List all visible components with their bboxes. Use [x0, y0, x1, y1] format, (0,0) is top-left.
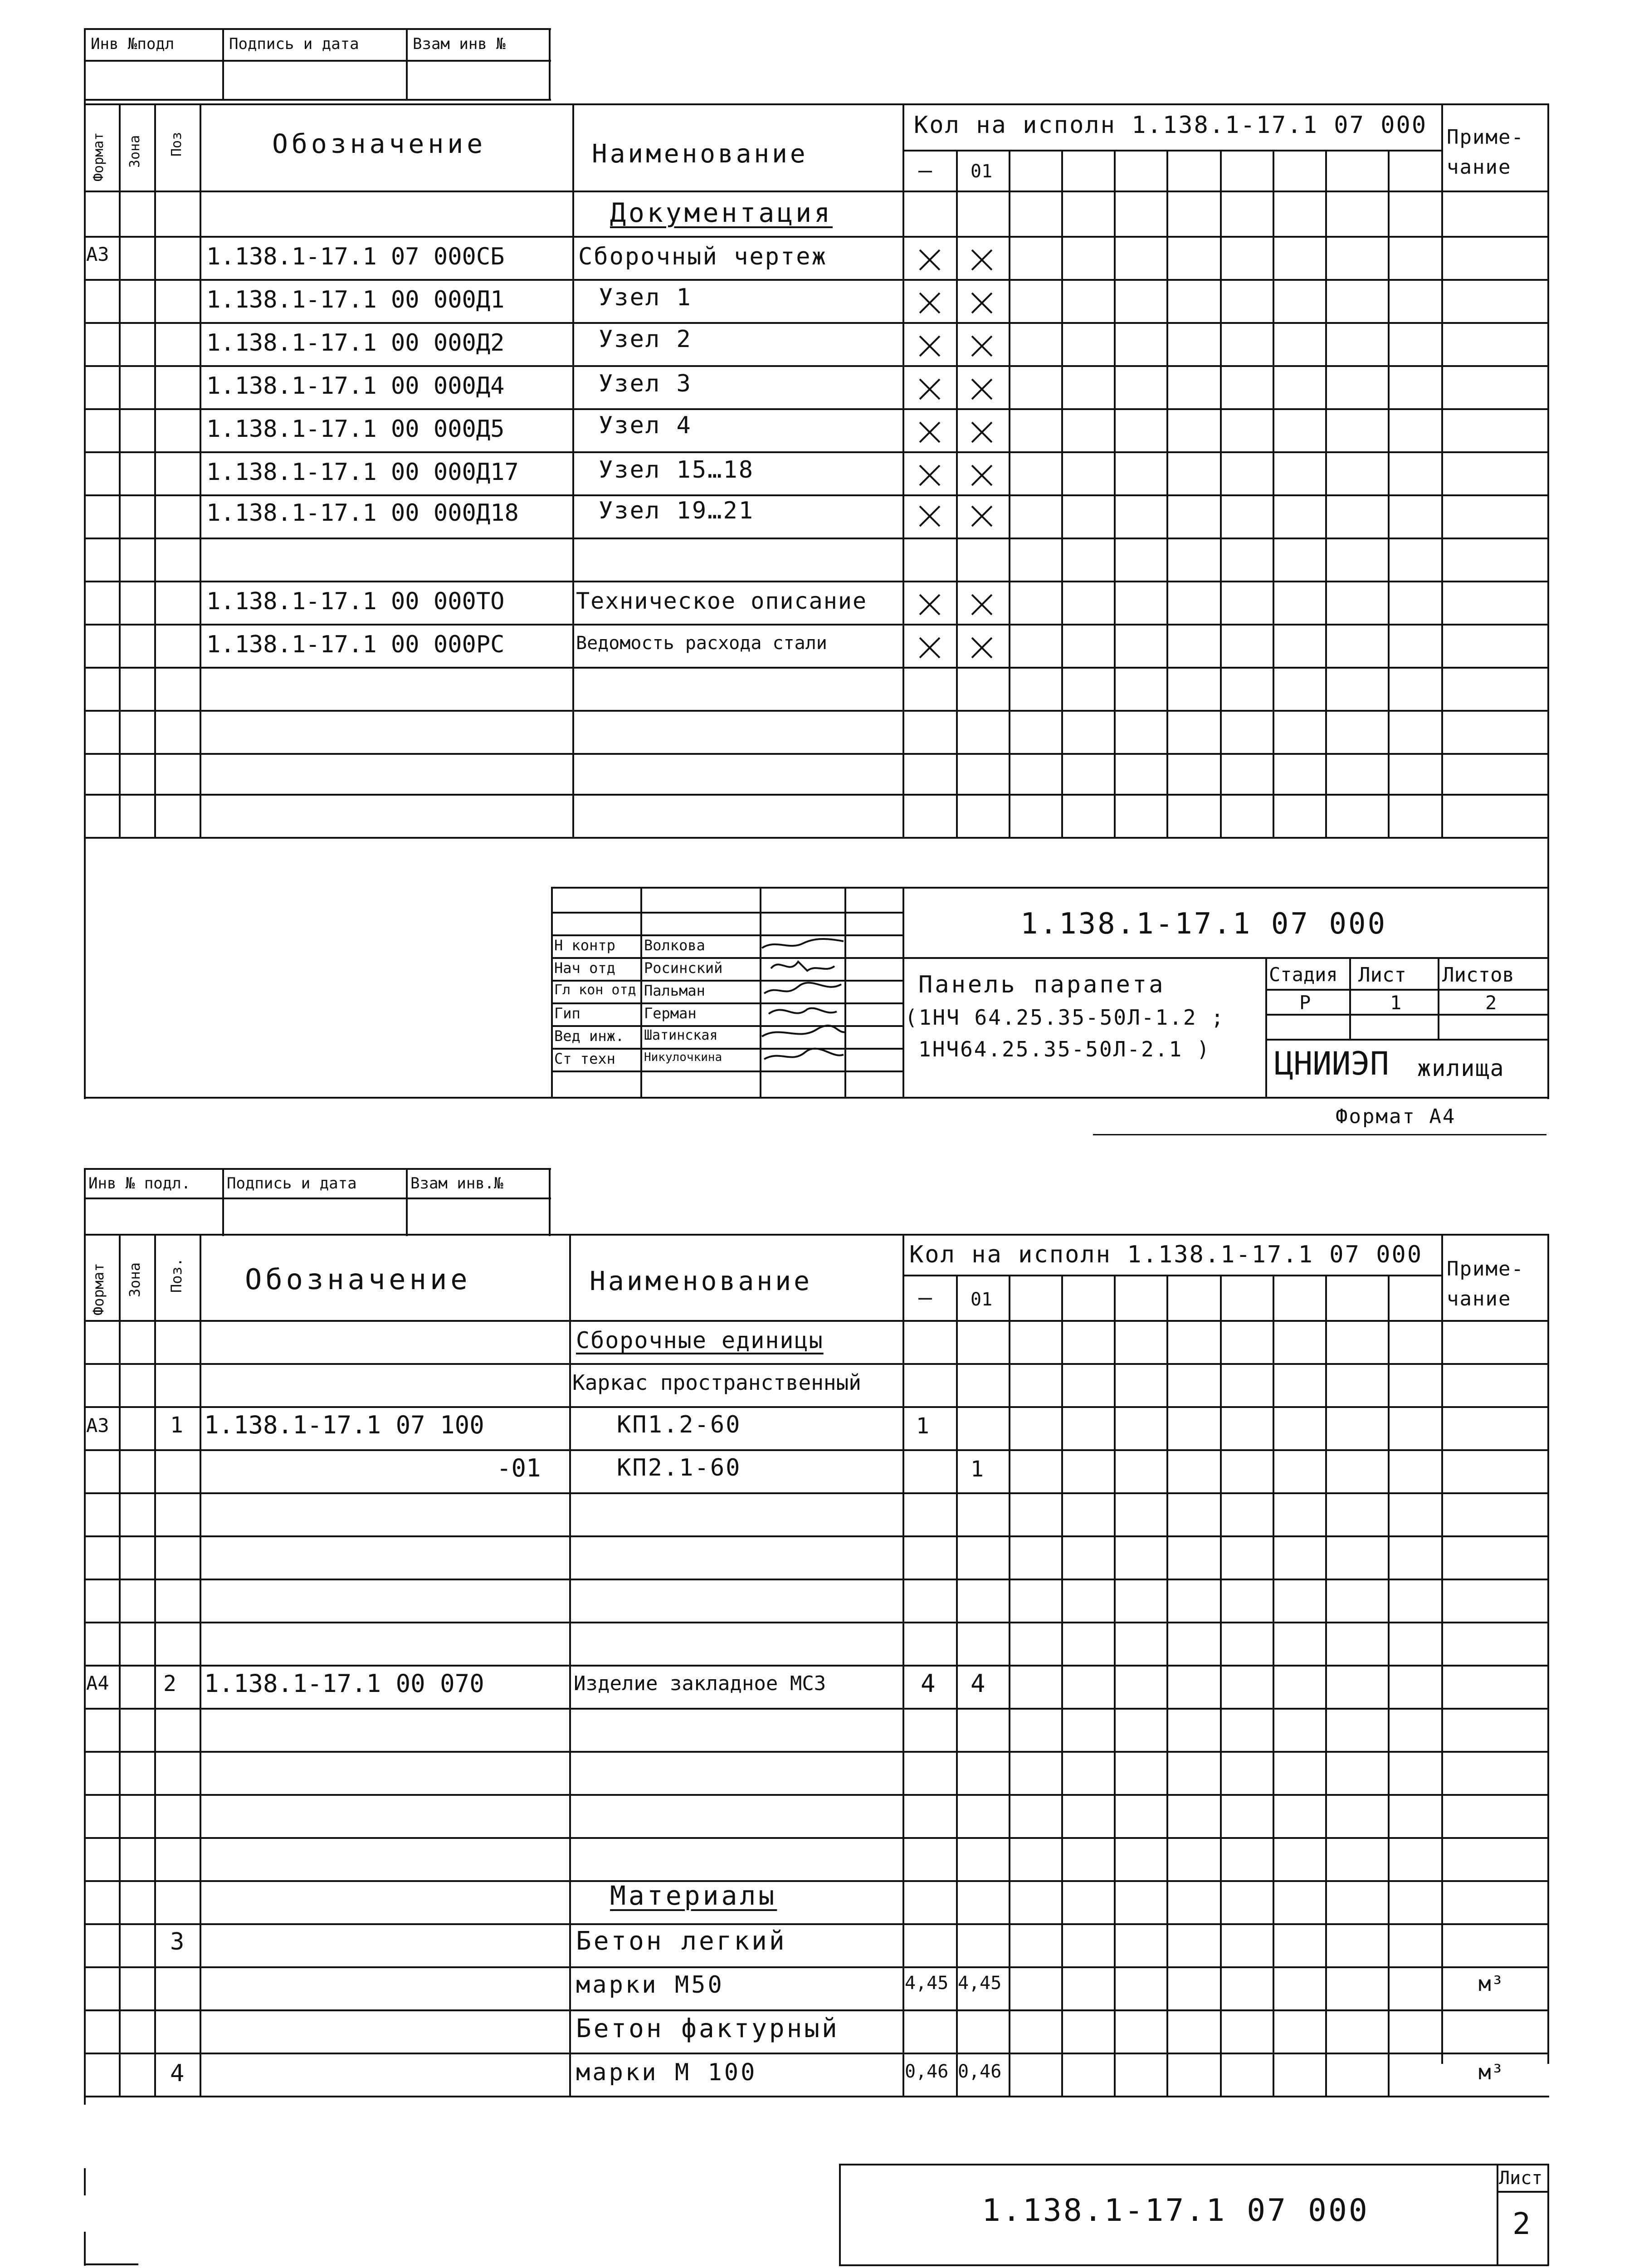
title-line-2: (1НЧ 64.25.35-50Л-1.2 ;	[905, 1005, 1225, 1030]
row-name: КП1.2-60	[617, 1411, 741, 1438]
stamp-vzam-label: Взам инв №	[413, 35, 506, 53]
header-format: Формат	[90, 1263, 107, 1315]
doc-number: 1.138.1-17.1 07 000	[982, 2193, 1369, 2229]
role-person: Герман	[644, 1005, 697, 1022]
row-name: Техническое описание	[576, 588, 868, 614]
role-person: Шатинская	[644, 1027, 718, 1043]
material-qty-2: 0,46	[958, 2061, 1002, 2082]
cross-mark	[971, 292, 993, 314]
cross-mark	[918, 505, 941, 528]
cross-mark	[918, 464, 941, 487]
sheet-label: Лист	[1358, 963, 1406, 987]
section-units: Сборочные единицы	[576, 1327, 824, 1354]
cross-mark	[918, 249, 941, 271]
row-name: Узел 3	[599, 370, 692, 397]
cross-mark	[971, 593, 993, 616]
material-name: марки М50	[576, 1971, 724, 1999]
title-line-1: Панель парапета	[918, 971, 1166, 998]
header-format: Формат	[91, 132, 107, 181]
row-format: A3	[86, 243, 109, 265]
header-qty: Кол на исполн 1.138.1-17.1 07 000	[914, 112, 1428, 139]
role-label: Ст техн	[554, 1050, 615, 1067]
row-name: Узел 19…21	[599, 497, 755, 524]
header-col-01: 01	[971, 161, 993, 182]
subsection-frame: Каркас пространственный	[572, 1370, 861, 1395]
role-person: Никулочкина	[644, 1051, 722, 1064]
role-person: Волкова	[644, 937, 705, 954]
role-label: Гип	[554, 1005, 580, 1022]
cross-mark	[971, 335, 993, 357]
row-designation: 1.138.1-17.1 00 070	[204, 1669, 484, 1698]
role-label: Н контр	[554, 937, 615, 954]
row-qty-1: 4	[921, 1669, 936, 1698]
material-name: Бетон фактурный	[576, 2014, 839, 2043]
format-label: Формат А4	[1336, 1105, 1456, 1128]
header-qty: Кол на исполн 1.138.1-17.1 07 000	[909, 1241, 1423, 1268]
stamp-inv-label: Инв №подл	[91, 35, 175, 53]
row-name: КП2.1-60	[617, 1454, 741, 1481]
row-designation: 1.138.1-17.1 00 000Д1	[206, 286, 505, 313]
header-pos: Поз.	[168, 1257, 185, 1293]
row-designation: 1.138.1-17.1 00 000Д4	[206, 372, 505, 400]
cross-mark	[918, 421, 941, 444]
sheets-value: 2	[1485, 992, 1497, 1014]
header-note: Приме-чание	[1447, 1257, 1524, 1310]
row-name: Узел 2	[599, 326, 692, 353]
header-zone: Зона	[127, 135, 143, 168]
org-name: ЦНИИЭП	[1274, 1045, 1389, 1082]
stage-value: Р	[1299, 992, 1311, 1014]
material-unit: м³	[1478, 1971, 1504, 1996]
row-name: Узел 4	[599, 412, 692, 439]
header-note: Приме-чание	[1447, 126, 1524, 179]
sheet-label: Лист	[1499, 2168, 1543, 2189]
role-label: Гл кон отд	[554, 982, 636, 998]
row-designation: 1.138.1-17.1 00 000РС	[206, 631, 505, 658]
material-qty-2: 4,45	[958, 1973, 1002, 1994]
stamp-sign-label: Подпись и дата	[227, 1174, 357, 1193]
cross-mark	[971, 464, 993, 487]
header-col-01: 01	[971, 1289, 993, 1310]
row-designation: 1.138.1-17.1 00 000Д17	[206, 459, 519, 486]
material-name: марки М 100	[576, 2059, 757, 2086]
row-format: A3	[86, 1414, 109, 1437]
header-col-dash: —	[918, 1284, 932, 1310]
cross-mark	[971, 421, 993, 444]
row-qty-2: 4	[971, 1669, 985, 1698]
signature-marks	[757, 930, 848, 1075]
role-label: Нач отд	[554, 959, 615, 977]
doc-number: 1.138.1-17.1 07 000	[1020, 907, 1387, 941]
material-name: Бетон легкий	[576, 1926, 787, 1956]
stage-label: Стадия	[1269, 963, 1338, 986]
section-materials: Материалы	[610, 1880, 777, 1911]
stamp-sign-label: Подпись и дата	[229, 35, 359, 53]
role-label: Вед инж.	[554, 1027, 624, 1045]
row-designation: 1.138.1-17.1 00 000Д18	[206, 499, 519, 527]
header-col-dash: —	[918, 157, 932, 183]
header-pos: Поз	[169, 132, 185, 156]
header-designation: Обозначение	[245, 1263, 471, 1296]
row-name: Изделие закладное МС3	[574, 1672, 826, 1695]
row-designation: -01	[497, 1454, 541, 1482]
row-designation: 1.138.1-17.1 00 000Д2	[206, 329, 505, 357]
header-name: Наименование	[592, 139, 808, 169]
org-name-suffix: жилища	[1417, 1055, 1505, 1081]
header-zone: Зона	[126, 1262, 143, 1297]
row-name: Ведомость расхода стали	[576, 633, 827, 654]
sheets-label: Листов	[1442, 963, 1514, 987]
sheet-value: 2	[1512, 2206, 1531, 2241]
row-designation: 1.138.1-17.1 00 000ТО	[206, 588, 505, 615]
cross-mark	[918, 593, 941, 616]
row-designation: 1.138.1-17.1 00 000Д5	[206, 415, 505, 443]
sheet-value: 1	[1390, 992, 1402, 1014]
cross-mark	[918, 292, 941, 314]
cross-mark	[918, 636, 941, 659]
stamp-inv-label: Инв № подл.	[88, 1174, 191, 1193]
cross-mark	[971, 636, 993, 659]
cross-mark	[918, 378, 941, 401]
row-name: Узел 15…18	[599, 456, 755, 484]
role-person: Пальман	[644, 982, 705, 999]
header-designation: Обозначение	[272, 128, 487, 159]
row-designation: 1.138.1-17.1 07 000СБ	[206, 243, 505, 270]
row-format: A4	[86, 1672, 109, 1694]
row-name: Сборочный чертеж	[578, 243, 827, 270]
material-unit: м³	[1478, 2060, 1504, 2084]
row-pos: 1	[170, 1413, 183, 1438]
material-qty-1: 4,45	[905, 1973, 949, 1994]
row-name: Узел 1	[599, 284, 692, 311]
stamp-vzam-label: Взам инв.№	[410, 1174, 503, 1193]
cross-mark	[918, 335, 941, 357]
material-qty-1: 0,46	[905, 2061, 949, 2082]
title-line-3: 1НЧ64.25.35-50Л-2.1 )	[918, 1037, 1211, 1061]
row-pos: 2	[163, 1671, 176, 1696]
header-name: Наименование	[590, 1266, 813, 1296]
material-pos: 3	[170, 1928, 185, 1955]
cross-mark	[971, 505, 993, 528]
row-qty-2: 1	[971, 1457, 984, 1482]
role-person: Росинский	[644, 959, 723, 977]
material-pos: 4	[170, 2060, 185, 2087]
row-designation: 1.138.1-17.1 07 100	[204, 1411, 484, 1439]
row-qty-1: 1	[916, 1413, 929, 1439]
cross-mark	[971, 378, 993, 401]
section-docs: Документация	[610, 197, 833, 228]
cross-mark	[971, 249, 993, 271]
